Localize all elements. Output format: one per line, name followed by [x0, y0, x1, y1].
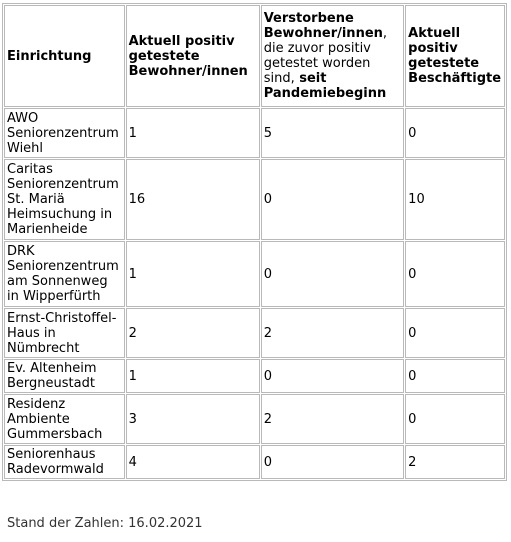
cell-positive-staff: 0: [405, 308, 505, 358]
cell-facility-name: Ernst-Christoffel-Haus in Nümbrecht: [4, 308, 125, 358]
header-positive-staff: Aktuell positiv getestete Beschäftigte: [405, 5, 505, 107]
facility-table-wrapper: [2, 3, 507, 481]
table-row: [4, 308, 505, 358]
cell-facility-name: Ev. Altenheim Bergneustadt: [4, 359, 125, 393]
cell-deceased: 0: [261, 241, 404, 307]
cell-positive-staff: 0: [405, 241, 505, 307]
cell-positive-residents: 3: [126, 394, 260, 444]
cell-positive-residents: 2: [126, 308, 260, 358]
data-date-note: Stand der Zahlen: 16.02.2021: [7, 516, 203, 531]
cell-positive-residents: 4: [126, 445, 260, 479]
cell-positive-staff: 10: [405, 159, 505, 240]
cell-positive-residents: 1: [126, 108, 260, 158]
header-deceased-bold2: seit Pandemiebeginn: [263, 71, 387, 101]
header-deceased-bold: Verstorbene Bewohner/innen: [263, 11, 383, 41]
table-row: [4, 394, 505, 444]
header-deceased: [261, 5, 404, 107]
cell-positive-staff: 0: [405, 394, 505, 444]
cell-positive-staff: 2: [405, 445, 505, 479]
cell-facility-name: Caritas Seniorenzentrum St. Mariä Heimsuchung in Marienheide: [4, 159, 125, 240]
cell-facility-name: Seniorenhaus Radevormwald: [4, 445, 125, 479]
cell-deceased: 2: [261, 308, 404, 358]
cell-positive-staff: 0: [405, 108, 505, 158]
cell-deceased: 0: [261, 445, 404, 479]
cell-deceased: 0: [261, 359, 404, 393]
cell-facility-name: DRK Seniorenzentrum am Sonnenweg in Wipperfürth: [4, 241, 125, 307]
cell-positive-staff: 0: [405, 359, 505, 393]
facility-table: [2, 3, 507, 481]
table-row: [4, 359, 505, 393]
cell-positive-residents: 1: [126, 359, 260, 393]
header-facility: Einrichtung: [4, 5, 125, 107]
header-positive-residents: Aktuell positiv getestete Bewohner/innen: [126, 5, 260, 107]
cell-deceased: 0: [261, 159, 404, 240]
table-header-row: [4, 5, 505, 107]
table-row: [4, 241, 505, 307]
cell-deceased: 2: [261, 394, 404, 444]
cell-facility-name: Residenz Ambiente Gummersbach: [4, 394, 125, 444]
cell-deceased: 5: [261, 108, 404, 158]
cell-positive-residents: 16: [126, 159, 260, 240]
table-row: [4, 159, 505, 240]
table-row: [4, 108, 505, 158]
cell-facility-name: AWO Seniorenzentrum Wiehl: [4, 108, 125, 158]
cell-positive-residents: 1: [126, 241, 260, 307]
header-deceased-normal: , die zuvor positiv getestet worden sind,: [263, 26, 388, 86]
table-row: [4, 445, 505, 479]
